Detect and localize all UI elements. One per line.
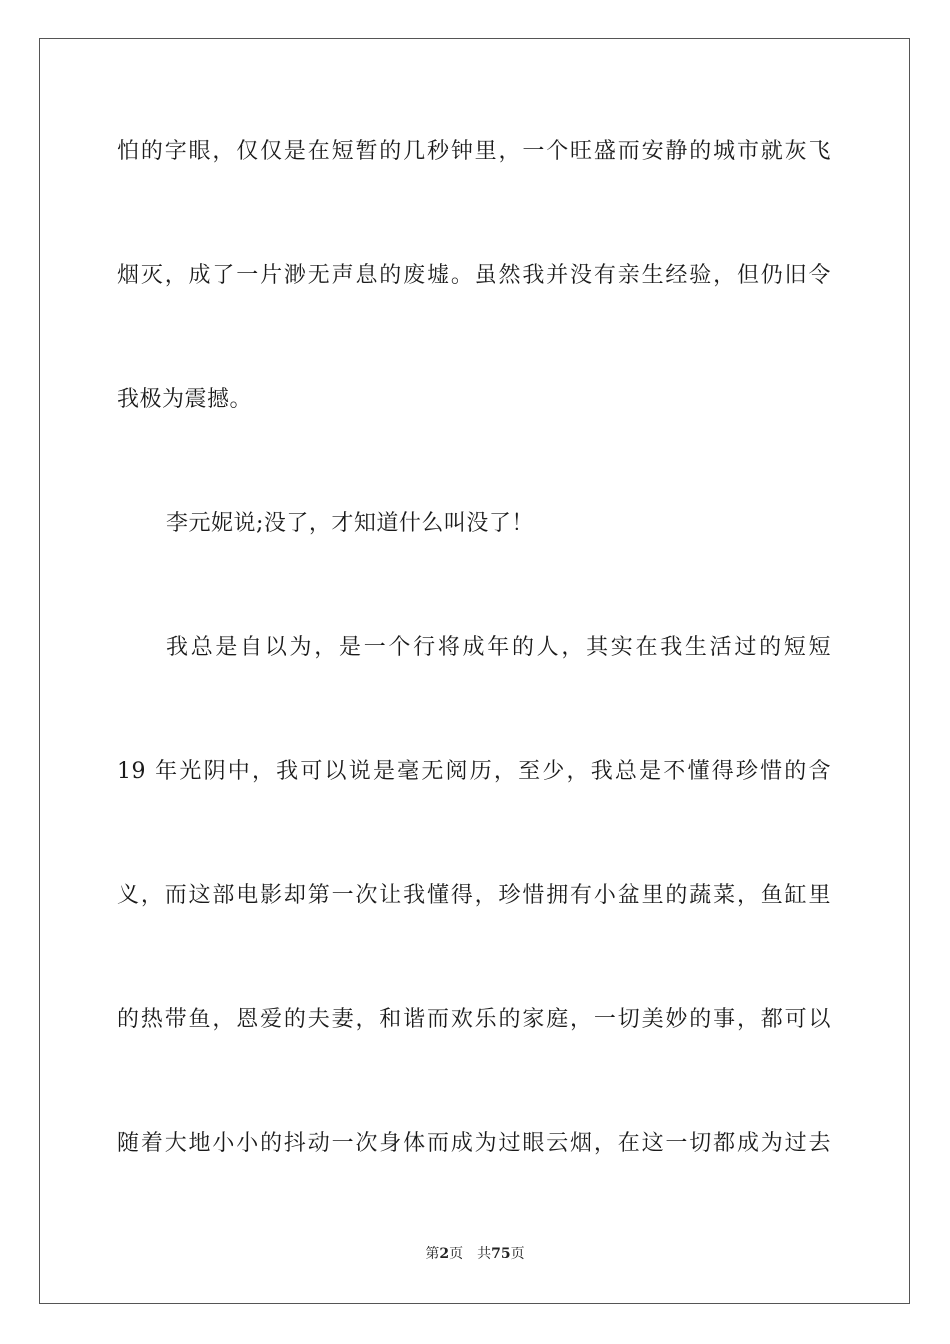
page-number: 2 (439, 1246, 450, 1262)
text-line-5: 我总是自以为，是一个行将成年的人，其实在我生活过的短短 (166, 635, 831, 660)
text-line-6: 19 年光阴中，我可以说是毫无阅历，至少，我总是不懂得珍惜的含 (117, 759, 831, 784)
total-prefix: 共 (477, 1246, 492, 1262)
text-line-2: 烟灭，成了一片渺无声息的废墟。虽然我并没有亲生经验，但仍旧令 (117, 263, 831, 288)
text-line-3: 我极为震撼。 (117, 387, 253, 412)
page-prefix: 第 (425, 1246, 440, 1262)
page-frame (39, 38, 910, 1304)
total-pages: 75 (491, 1246, 511, 1262)
text-line-9: 随着大地小小的抖动一次身体而成为过眼云烟，在这一切都成为过去 (117, 1131, 831, 1156)
text-line-7: 义，而这部电影却第一次让我懂得，珍惜拥有小盆里的蔬菜，鱼缸里 (117, 883, 831, 908)
page-suffix: 页 (449, 1246, 464, 1262)
page-footer (0, 1244, 950, 1264)
text-line-8: 的热带鱼，恩爱的夫妻，和谐而欢乐的家庭，一切美妙的事，都可以 (117, 1007, 831, 1032)
total-suffix: 页 (510, 1246, 525, 1262)
text-line-4: 李元妮说;没了，才知道什么叫没了！ (166, 511, 534, 536)
text-line-1: 怕的字眼，仅仅是在短暂的几秒钟里，一个旺盛而安静的城市就灰飞 (117, 139, 831, 164)
